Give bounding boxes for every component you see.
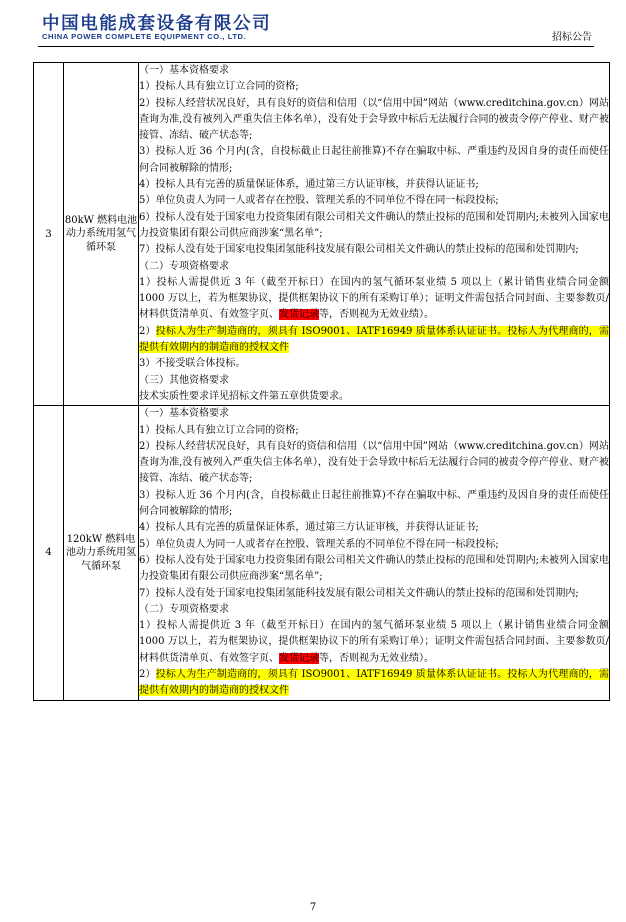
list-item: 3）投标人近 36 个月内(含，自投标截止日起往前推算)不存在骗取中标、严重违约及因自身的责任而使任何合同被解除的情形; <box>139 489 609 518</box>
list-item: 3）不接受联合体投标。 <box>139 358 246 370</box>
section-title: （一）基本资格要求 <box>139 408 229 420</box>
list-item: 1）投标人具有独立订立合同的资格; <box>139 424 299 436</box>
yellow-highlight: 投标人为生产制造商的，须具有 ISO9001、IATF16949 质量体系认证证书。投标人为代理商的，需提供有效期内的制造商的授权文件 <box>139 325 609 354</box>
list-item <box>139 667 609 700</box>
requirements-cell <box>139 406 610 700</box>
document-type: 招标公告 <box>552 32 592 43</box>
company-logo-cn: 中国电能成套设备有限公司 <box>42 14 272 34</box>
section-title: （三）其他资格要求 <box>139 374 229 386</box>
list-item: 4）投标人具有完善的质量保证体系，通过第三方认证审核，并获得认证证书; <box>139 522 479 534</box>
list-item: 6）投标人没有处于国家电力投资集团有限公司相关文件确认的禁止投标的范围和处罚期内;未被列入国家电力投资集团有限公司供应商涉案“黑名单”; <box>139 554 609 583</box>
table-row <box>34 406 610 700</box>
row-number: 4 <box>34 406 64 700</box>
list-item: 4）投标人具有完善的质量保证体系，通过第三方认证审核，并获得认证证书; <box>139 179 479 191</box>
item-text: 等，否则视为无效业绩）。 <box>319 652 434 664</box>
list-item <box>139 618 609 667</box>
list-item: 7）投标人没有处于国家电投集团氢能科技发展有限公司相关文件确认的禁止投标的范围和处罚期内; <box>139 244 579 256</box>
list-item: 7）投标人没有处于国家电投集团氢能科技发展有限公司相关文件确认的禁止投标的范围和处罚期内; <box>139 587 579 599</box>
item-text: 1）投标人需提供近 3 年（截至开标日）在国内的氢气循环泵业绩 5 项以上（累计销售业绩合同金额 1000 万以上，若为框架协议，提供框架协议下的所有采购订单）；证明文件需包括合同封面、主要参数页/材料供货清单页、有效签字页、 <box>139 276 609 321</box>
list-item <box>139 324 609 357</box>
list-item <box>139 275 609 324</box>
list-item: 2）投标人经营状况良好，具有良好的资信和信用（以“信用中国”网站（www.creditchina.gov.cn）网站查询为准,没有被列入严重失信主体名单），没有处于会导致中标后无法履行合同的被责令停产停业、财产被接管、冻结、破产状态等; <box>139 97 609 142</box>
row-number: 3 <box>34 63 64 406</box>
item-prefix: 2） <box>139 668 156 680</box>
list-item: 3）投标人近 36 个月内(含，自投标截止日起往前推算)不存在骗取中标、严重违约及因自身的责任而使任何合同被解除的情形; <box>139 146 609 174</box>
item-name: 120kW 燃料电池动力系统用氢气循环泵 <box>64 406 139 700</box>
table-row <box>34 63 610 406</box>
section-title: （二）专项资格要求 <box>139 260 229 272</box>
yellow-highlight: 投标人为生产制造商的，须具有 ISO9001、IATF16949 质量体系认证证书。投标人为代理商的，需提供有效期内的制造商的授权文件 <box>139 668 609 697</box>
list-item: 2）投标人经营状况良好，具有良好的资信和信用（以“信用中国”网站（www.creditchina.gov.cn）网站查询为准,没有被列入严重失信主体名单），没有处于会导致中标后无法履行合同的被责令停产停业、财产被接管、冻结、破产状态等; <box>139 440 609 485</box>
company-logo-en: CHINA POWER COMPLETE EQUIPMENT CO., LTD. <box>42 32 247 41</box>
list-item: 5）单位负责人为同一人或者存在控股、管理关系的不同单位不得在同一标段投标; <box>139 195 499 207</box>
requirements-cell <box>139 63 610 406</box>
red-highlight: 发货记录 <box>279 652 319 664</box>
item-text: 等，否则视为无效业绩）。 <box>319 309 434 321</box>
section-title: （一）基本资格要求 <box>139 65 229 76</box>
qualification-table <box>33 62 610 701</box>
list-item: 5）单位负责人为同一人或者存在控股、管理关系的不同单位不得在同一标段投标; <box>139 538 499 550</box>
red-highlight: 发货记录 <box>279 309 319 321</box>
item-prefix: 2） <box>139 325 156 337</box>
header-divider <box>38 46 594 47</box>
page-number: 7 <box>309 902 317 913</box>
page-header <box>38 8 594 46</box>
list-item: 1）投标人具有独立订立合同的资格; <box>139 81 299 93</box>
list-item: 技术实质性要求详见招标文件第五章供货要求。 <box>139 390 349 402</box>
item-text: 1）投标人需提供近 3 年（截至开标日）在国内的氢气循环泵业绩 5 项以上（累计销售业绩合同金额 1000 万以上，若为框架协议，提供框架协议下的所有采购订单）；证明文件需包括合同封面、主要参数页/材料供货清单页、有效签字页、 <box>139 620 609 664</box>
item-name: 80kW 燃料电池动力系统用氢气循环泵 <box>64 63 139 406</box>
list-item: 6）投标人没有处于国家电力投资集团有限公司相关文件确认的禁止投标的范围和处罚期内;未被列入国家电力投资集团有限公司供应商涉案“黑名单”; <box>139 211 609 239</box>
section-title: （二）专项资格要求 <box>139 603 229 615</box>
